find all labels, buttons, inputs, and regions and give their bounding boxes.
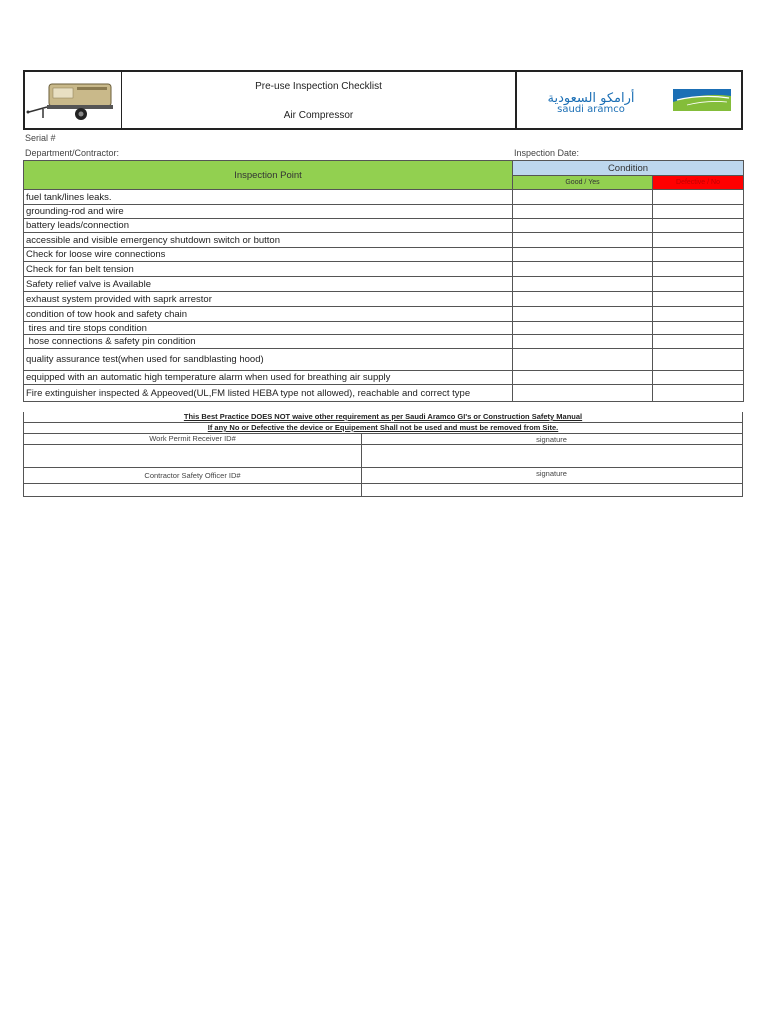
inspection-point: exhaust system provided with saprk arrestor bbox=[24, 292, 513, 307]
inspection-point: quality assurance test(when used for sandblasting hood) bbox=[24, 349, 513, 371]
inspection-point: Fire extinguisher inspected & Appeoved(UL,FM listed HEBA type not allowed), reachable and correct type bbox=[24, 385, 513, 402]
inspection-point: battery leads/connection bbox=[24, 219, 513, 233]
checklist-title: Pre-use Inspection Checklist bbox=[255, 81, 382, 92]
checklist-row bbox=[24, 349, 744, 371]
good-yes-cell[interactable] bbox=[513, 307, 653, 322]
receiver-id-label: Work Permit Receiver ID# bbox=[149, 434, 236, 443]
checklist-row bbox=[24, 262, 744, 277]
inspection-date-label: Inspection Date: bbox=[514, 148, 580, 158]
checklist-sheet bbox=[23, 70, 743, 497]
inspection-point: tires and tire stops condition bbox=[24, 322, 513, 335]
inspection-point: condition of tow hook and safety chain bbox=[24, 307, 513, 322]
inspection-point: fuel tank/lines leaks. bbox=[24, 190, 513, 205]
logo-arabic-text: أرامكو السعودية bbox=[547, 91, 635, 106]
inspection-point: accessible and visible emergency shutdown switch or button bbox=[24, 233, 513, 248]
air-compressor-image bbox=[25, 72, 122, 128]
good-yes-cell[interactable] bbox=[513, 371, 653, 385]
checklist-row bbox=[24, 219, 744, 233]
defective-no-cell[interactable] bbox=[653, 262, 744, 277]
good-yes-cell[interactable] bbox=[513, 292, 653, 307]
defective-no-cell[interactable] bbox=[653, 219, 744, 233]
defective-no-header: Defective / No bbox=[653, 176, 744, 190]
good-yes-cell[interactable] bbox=[513, 335, 653, 349]
inspection-point: hose connections & safety pin condition bbox=[24, 335, 513, 349]
department-label: Department/Contractor: bbox=[25, 148, 120, 158]
good-yes-cell[interactable] bbox=[513, 248, 653, 262]
footer bbox=[23, 412, 743, 497]
saudi-aramco-logo bbox=[517, 72, 741, 128]
defective-no-cell[interactable] bbox=[653, 190, 744, 205]
defective-no-cell[interactable] bbox=[653, 277, 744, 292]
best-practice-note: This Best Practice DOES NOT waive other requirement as per Saudi Aramco GI's or Construction Safety Manual bbox=[183, 412, 583, 421]
receiver-signature-label: signature bbox=[536, 435, 567, 444]
good-yes-cell[interactable] bbox=[513, 262, 653, 277]
receiver-entry-row bbox=[24, 444, 742, 467]
defective-no-cell[interactable] bbox=[653, 205, 744, 219]
inspection-point: Check for loose wire connections bbox=[24, 248, 513, 262]
inspection-table bbox=[23, 160, 744, 402]
serial-label: Serial # bbox=[25, 133, 56, 143]
checklist-row bbox=[24, 385, 744, 402]
defective-no-cell[interactable] bbox=[653, 292, 744, 307]
officer-signature-label: signature bbox=[536, 469, 567, 478]
logo-latin-text: saudi aramco bbox=[557, 104, 625, 115]
meta-fields bbox=[23, 130, 743, 160]
officer-entry-row bbox=[24, 483, 742, 496]
defective-no-cell[interactable] bbox=[653, 322, 744, 335]
checklist-row bbox=[24, 335, 744, 349]
checklist-row bbox=[24, 371, 744, 385]
defective-no-cell[interactable] bbox=[653, 371, 744, 385]
good-yes-header: Good / Yes bbox=[513, 176, 653, 190]
removal-note: If any No or Defective the device or Equipement Shall not be used and must be removed from Site. bbox=[24, 422, 742, 433]
inspection-point: Safety relief valve is Available bbox=[24, 277, 513, 292]
good-yes-cell[interactable] bbox=[513, 385, 653, 402]
header bbox=[23, 70, 743, 130]
good-yes-cell[interactable] bbox=[513, 233, 653, 248]
inspection-point: equipped with an automatic high temperature alarm when used for breathing air supply bbox=[24, 371, 513, 385]
inspection-point-header: Inspection Point bbox=[24, 161, 513, 190]
defective-no-cell[interactable] bbox=[653, 233, 744, 248]
defective-no-cell[interactable] bbox=[653, 307, 744, 322]
checklist-row bbox=[24, 205, 744, 219]
receiver-label-row bbox=[24, 433, 742, 444]
inspection-point: grounding-rod and wire bbox=[24, 205, 513, 219]
condition-header: Condition bbox=[513, 161, 744, 176]
good-yes-cell[interactable] bbox=[513, 190, 653, 205]
good-yes-cell[interactable] bbox=[513, 219, 653, 233]
checklist-row bbox=[24, 307, 744, 322]
checklist-row bbox=[24, 248, 744, 262]
defective-no-cell[interactable] bbox=[653, 335, 744, 349]
good-yes-cell[interactable] bbox=[513, 349, 653, 371]
defective-no-cell[interactable] bbox=[653, 385, 744, 402]
defective-no-cell[interactable] bbox=[653, 349, 744, 371]
officer-label-row bbox=[24, 467, 742, 483]
inspection-point: Check for fan belt tension bbox=[24, 262, 513, 277]
equipment-name: Air Compressor bbox=[283, 110, 354, 121]
checklist-row bbox=[24, 190, 744, 205]
officer-id-label: Contractor Safety Officer ID# bbox=[144, 471, 241, 480]
checklist-row bbox=[24, 292, 744, 307]
defective-no-cell[interactable] bbox=[653, 248, 744, 262]
checklist-row bbox=[24, 233, 744, 248]
good-yes-cell[interactable] bbox=[513, 322, 653, 335]
good-yes-cell[interactable] bbox=[513, 205, 653, 219]
title-cell bbox=[122, 72, 517, 128]
checklist-row bbox=[24, 277, 744, 292]
good-yes-cell[interactable] bbox=[513, 277, 653, 292]
checklist-row bbox=[24, 322, 744, 335]
